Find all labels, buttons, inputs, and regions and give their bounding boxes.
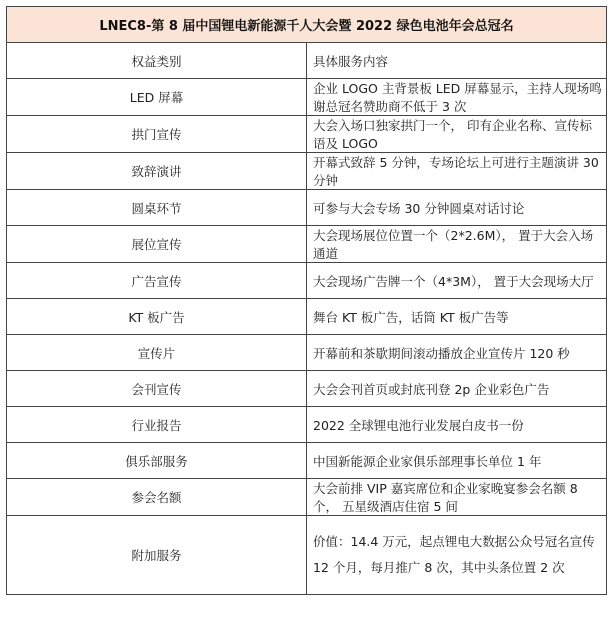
row-category: 圆桌环节 <box>7 190 307 226</box>
table-row <box>7 335 607 371</box>
table-row <box>7 516 607 595</box>
row-content: 2022 全球锂电池行业发展白皮书一份 <box>307 407 607 443</box>
row-content: 大会会刊首页或封底刊登 2p 企业彩色广告 <box>307 371 607 407</box>
table-row <box>7 153 607 190</box>
header-category: 权益类别 <box>7 43 307 79</box>
row-category: KT 板广告 <box>7 299 307 335</box>
table-row <box>7 407 607 443</box>
row-content: 可参与大会专场 30 分钟圆桌对话讨论 <box>307 190 607 226</box>
header-content: 具体服务内容 <box>307 43 607 79</box>
table-row <box>7 190 607 226</box>
row-content: 中国新能源企业家俱乐部理事长单位 1 年 <box>307 443 607 479</box>
row-category: 会刊宣传 <box>7 371 307 407</box>
row-category: 致辞演讲 <box>7 153 307 190</box>
row-category: 展位宣传 <box>7 226 307 263</box>
row-category: 宣传片 <box>7 335 307 371</box>
row-content: 大会前排 VIP 嘉宾席位和企业家晚宴参会名额 8 个， 五星级酒店住宿 5 间 <box>307 479 607 516</box>
table-row <box>7 299 607 335</box>
row-category: 行业报告 <box>7 407 307 443</box>
row-category: 附加服务 <box>7 516 307 595</box>
row-content: 开幕式致辞 5 分钟，专场论坛上可进行主题演讲 30 分钟 <box>307 153 607 190</box>
table-row <box>7 443 607 479</box>
row-content: 大会现场广告牌一个（4*3M）， 置于大会现场大厅 <box>307 263 607 299</box>
table-header-row <box>7 43 607 79</box>
row-content: 大会入场口独家拱门一个， 印有企业名称、宣传标语及 LOGO <box>307 116 607 153</box>
row-category: 参会名额 <box>7 479 307 516</box>
table-row <box>7 116 607 153</box>
row-content: 大会现场展位位置一个（2*2.6M）， 置于大会入场通道 <box>307 226 607 263</box>
table-row <box>7 226 607 263</box>
row-category: 俱乐部服务 <box>7 443 307 479</box>
row-content: 开幕前和茶歇期间滚动播放企业宣传片 120 秒 <box>307 335 607 371</box>
sponsorship-table <box>6 6 607 595</box>
row-content: 价值：14.4 万元，起点锂电大数据公众号冠名宣传 12 个月，每月推广 8 次，其中头条位置 2 次 <box>307 516 607 595</box>
row-content: 企业 LOGO 主背景板 LED 屏幕显示，主持人现场鸣谢总冠名赞助商不低于 3 次 <box>307 79 607 116</box>
row-category: 广告宣传 <box>7 263 307 299</box>
row-category: 拱门宣传 <box>7 116 307 153</box>
table-row <box>7 479 607 516</box>
row-category: LED 屏幕 <box>7 79 307 116</box>
row-content: 舞台 KT 板广告，话筒 KT 板广告等 <box>307 299 607 335</box>
table-row <box>7 79 607 116</box>
table-row <box>7 263 607 299</box>
table-title: LNEC8-第 8 届中国锂电新能源千人大会暨 2022 绿色电池年会总冠名 <box>7 7 607 43</box>
table-row <box>7 371 607 407</box>
